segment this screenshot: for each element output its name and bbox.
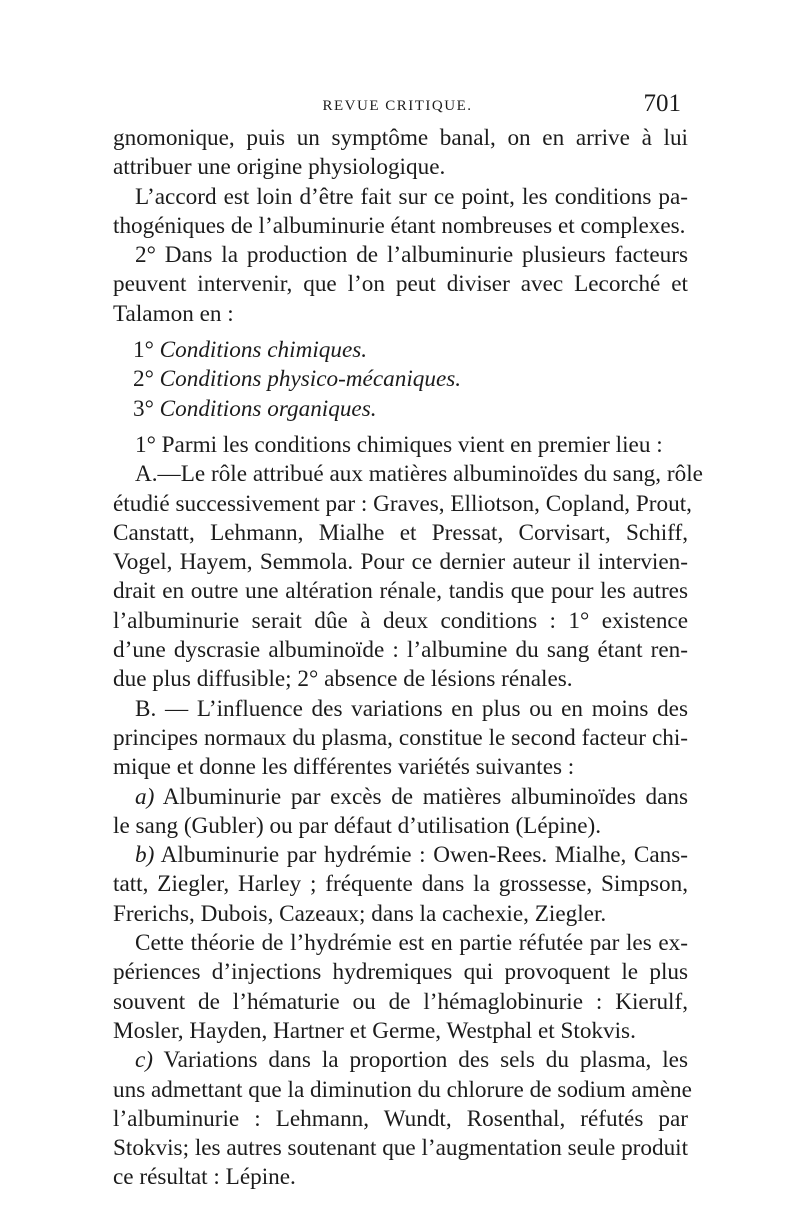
text-line: b) Albuminurie par hydrémie : Owen-Rees. Mialhe, Cans- [135, 842, 688, 869]
text-line: Talamon en : [113, 300, 234, 327]
text-line: drait en outre une altération rénale, tandis que pour les autres [113, 578, 688, 605]
page-number: 701 [643, 90, 681, 117]
list-item [113, 336, 688, 365]
text-line: A.—Le rôle attribué aux matières albuminoïdes du sang, rôle [135, 461, 703, 488]
text-line: B. — L’influence des variations en plus ou en moins des [135, 695, 688, 722]
text-line: Frerichs, Dubois, Cazeaux; dans la cachexie, Ziegler. [113, 900, 607, 927]
text-line: c) Variations dans la proportion des sels du plasma, les [135, 1047, 688, 1074]
item-marker: a) [135, 783, 155, 810]
text-line: thogéniques de l’albuminurie étant nombreuses et complexes. [113, 212, 686, 239]
item-marker: b) [135, 842, 155, 869]
text-line: Stokvis; les autres soutenant que l’augmentation seule produit [113, 1135, 689, 1162]
text-line: périences d’injections hydremiques qui provoquent le plus [113, 959, 688, 986]
text-line: gnomonique, puis un symptôme banal, on en arrive à lui [113, 125, 688, 151]
body-text [113, 124, 703, 1193]
text-line: étudié successivement par : Graves, Elliotson, Copland, Prout, [113, 490, 692, 517]
text-line: attribuer une origine physiologique. [113, 154, 446, 181]
list-text: Conditions organiques. [159, 395, 377, 422]
text-line: souvent de l’hématurie ou de l’hémaglobinurie : Kierulf, [113, 988, 688, 1015]
text-line: due plus diffusible; 2° absence de lésions rénales. [113, 666, 573, 693]
text-line: principes normaux du plasma, constitue le second facteur chi- [113, 724, 688, 751]
text-line: le sang (Gubler) ou par défaut d’utilisation (Lépine). [113, 812, 602, 839]
text-line: tatt, Ziegler, Harley ; fréquente dans la grossesse, Simpson, [113, 871, 688, 898]
running-title: REVUE CRITIQUE. [322, 98, 473, 114]
text-line: Vogel, Hayem, Semmola. Pour ce dernier auteur il intervien- [113, 549, 688, 576]
text-line: uns admettant que la diminution du chlorure de sodium amène [113, 1076, 692, 1103]
text-line: l’albuminurie serait dûe à deux conditions : 1° existence [113, 607, 688, 634]
text-line: peuvent intervenir, que l’on peut diviser avec Lecorché et [113, 271, 688, 298]
text-line: Canstatt, Lehmann, Mialhe et Pressat, Corvisart, Schiff, [113, 519, 688, 546]
item-marker: c) [135, 1047, 154, 1074]
text-line: 2° Dans la production de l’albuminurie plusieurs facteurs [135, 242, 688, 269]
text-line: Cette théorie de l’hydrémie est en partie réfutée par les ex- [135, 930, 688, 957]
text-line: L’accord est loin d’être fait sur ce point, les conditions pa- [135, 183, 688, 210]
text-line: mique et donne les différentes variétés suivantes : [113, 754, 575, 781]
list-number: 1° [133, 337, 154, 364]
list-number: 3° [133, 395, 154, 422]
list-text: Conditions physico-mécaniques. [159, 366, 462, 393]
text-line: Mosler, Hayden, Hartner et Germe, Westphal et Stokvis. [113, 1017, 636, 1044]
text-line: ce résultat : Lépine. [113, 1164, 296, 1191]
text-line: a) Albuminurie par excès de matières albuminoïdes dans [135, 783, 688, 810]
list-item [113, 395, 688, 424]
text-line: d’une dyscrasie albuminoïde : l’albumine du sang étant ren- [113, 637, 688, 664]
text-line: l’albuminurie : Lehmann, Wundt, Rosenthal, réfutés par [113, 1105, 688, 1132]
text-line: 1° Parmi les conditions chimiques vient en premier lieu : [135, 431, 663, 458]
list-item [113, 365, 688, 394]
list-number: 2° [133, 366, 154, 393]
running-head [110, 88, 685, 128]
list-text: Conditions chimiques. [159, 337, 368, 364]
